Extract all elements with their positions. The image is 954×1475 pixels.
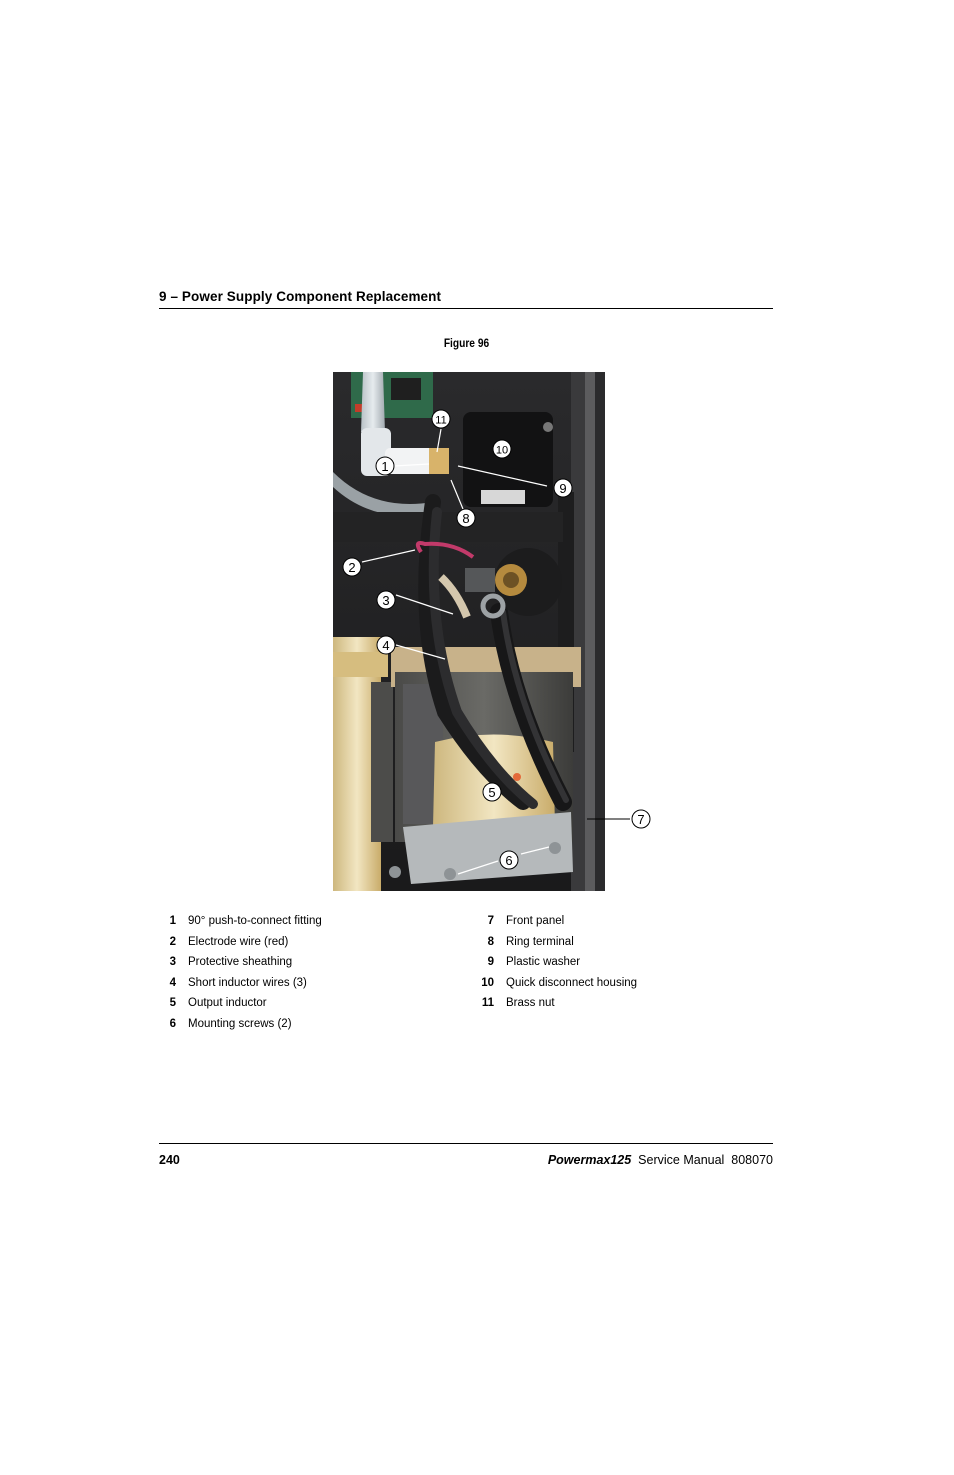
svg-text:2: 2 — [348, 560, 356, 575]
legend-description: Plastic washer — [506, 956, 581, 969]
legend-description: Mounting screws (2) — [188, 1017, 292, 1030]
legend-left-column — [159, 911, 322, 1034]
legend-description: Short inductor wires (3) — [188, 976, 307, 989]
callout-7 — [632, 810, 650, 828]
callout-1 — [376, 457, 394, 475]
callout-9 — [554, 479, 572, 497]
svg-text:4: 4 — [382, 638, 390, 653]
svg-text:10: 10 — [495, 444, 509, 457]
legend-item — [159, 932, 322, 953]
svg-text:7: 7 — [637, 812, 645, 827]
legend-item — [477, 932, 637, 953]
legend-description: 90° push-to-connect fitting — [188, 915, 322, 928]
footer-doc-info — [548, 1153, 773, 1167]
legend-description: Brass nut — [506, 997, 555, 1010]
legend-item — [477, 973, 637, 994]
callout-2 — [343, 558, 361, 576]
legend-number: 8 — [487, 935, 494, 948]
legend-item — [477, 952, 637, 973]
header-divider — [159, 308, 773, 309]
legend-item — [477, 993, 637, 1014]
legend-number: 5 — [169, 997, 176, 1010]
legend-item — [159, 911, 322, 932]
svg-text:9: 9 — [559, 481, 567, 496]
svg-text:1: 1 — [381, 459, 389, 474]
legend-number: 9 — [487, 956, 494, 969]
legend-description: Ring terminal — [506, 935, 574, 948]
legend-description: Protective sheathing — [188, 956, 293, 969]
legend-number: 4 — [169, 976, 176, 989]
document-number: 808070 — [731, 1153, 773, 1167]
legend-number: 2 — [169, 935, 176, 948]
legend-description: Front panel — [506, 915, 565, 928]
legend-number: 11 — [481, 997, 494, 1010]
legend-number: 6 — [169, 1017, 176, 1030]
manual-title: Service Manual — [638, 1153, 725, 1167]
legend-item — [159, 993, 322, 1014]
page-number: 240 — [159, 1153, 180, 1167]
callout-6 — [500, 851, 518, 869]
power-supply-photo — [333, 372, 645, 891]
legend-description: Electrode wire (red) — [188, 935, 289, 948]
legend-right-column — [477, 911, 637, 1014]
legend-item — [159, 1014, 322, 1035]
footer-divider — [159, 1143, 773, 1144]
svg-text:3: 3 — [382, 593, 390, 608]
figure-label: Figure 96 — [443, 336, 490, 350]
legend-description: Quick disconnect housing — [506, 976, 638, 989]
callout-10 — [493, 440, 511, 458]
legend-number: 3 — [169, 956, 176, 969]
legend-item — [159, 952, 322, 973]
legend-item — [477, 911, 637, 932]
svg-text:5: 5 — [488, 785, 496, 800]
legend-number: 1 — [169, 915, 176, 928]
legend-number: 7 — [487, 915, 494, 928]
legend-description: Output inductor — [188, 997, 267, 1010]
callout-8 — [457, 509, 475, 527]
legend-item — [159, 973, 322, 994]
svg-text:11: 11 — [435, 414, 447, 427]
callout-4 — [377, 636, 395, 654]
callout-5 — [483, 783, 501, 801]
callout-3 — [377, 591, 395, 609]
svg-text:8: 8 — [462, 511, 470, 526]
callout-11 — [432, 410, 450, 428]
legend-number: 10 — [481, 976, 494, 989]
figure-photo — [333, 372, 645, 891]
section-header: 9 – Power Supply Component Replacement — [159, 289, 442, 304]
product-name: Powermax125 — [547, 1153, 632, 1167]
svg-text:6: 6 — [505, 853, 513, 868]
